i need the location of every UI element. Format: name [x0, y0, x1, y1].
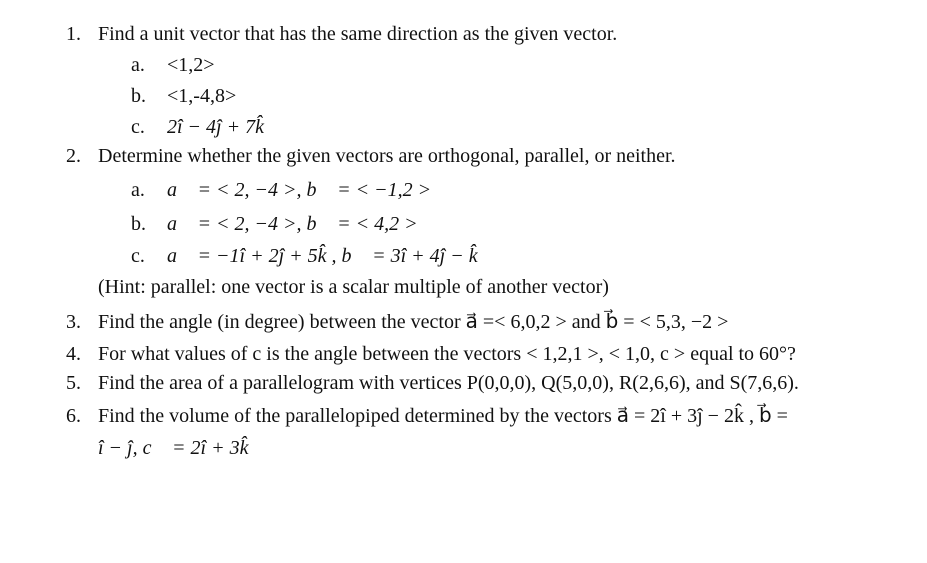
problem-text: Find the area of a parallelogram with vertices P(0,0,0), Q(5,0,0), R(2,6,6), and S(7,6,6).: [98, 372, 799, 394]
problem-number: 5.: [66, 372, 81, 394]
problem-math: î − ĵ, c⃗ = 2î + 3k̂: [98, 437, 249, 459]
problem-number: 6.: [66, 405, 81, 427]
part-math: a⃗ = < 2, −4 >, b⃗ = < −1,2 >: [167, 179, 432, 201]
problem-text: Determine whether the given vectors are orthogonal, parallel, or neither.: [98, 145, 676, 167]
hint-text: (Hint: parallel: one vector is a scalar multiple of another vector): [98, 276, 609, 298]
problem-text: For what values of c is the angle between the vectors < 1,2,1 >, < 1,0, c > equal to 60°?: [98, 343, 796, 365]
problem-text: Find the angle (in degree) between the vector a⃗ =< 6,0,2 > and b⃗ = < 5,3, −2 >: [98, 311, 729, 333]
part-label: b.: [131, 85, 146, 107]
part-text: <1,2>: [167, 54, 215, 76]
problem-number: 4.: [66, 343, 81, 365]
part-label: c.: [131, 116, 145, 138]
part-math: a⃗ = < 2, −4 >, b⃗ = < 4,2 >: [167, 213, 418, 235]
problem-number: 1.: [66, 23, 81, 45]
problem-text: Find a unit vector that has the same direction as the given vector.: [98, 23, 618, 45]
part-label: a.: [131, 179, 145, 201]
part-math: a⃗ = −1î + 2ĵ + 5k̂ , b⃗ = 3î + 4ĵ − k̂: [167, 245, 478, 267]
problem-number: 3.: [66, 311, 81, 333]
problem-number: 2.: [66, 145, 81, 167]
part-label: c.: [131, 245, 145, 267]
problem-text: Find the volume of the parallelopiped determined by the vectors a⃗ = 2î + 3ĵ − 2k̂ , b⃗ =: [98, 405, 788, 427]
part-label: b.: [131, 213, 146, 235]
part-text: <1,-4,8>: [167, 85, 237, 107]
part-label: a.: [131, 54, 145, 76]
part-math: 2î − 4ĵ + 7k̂: [167, 116, 264, 138]
